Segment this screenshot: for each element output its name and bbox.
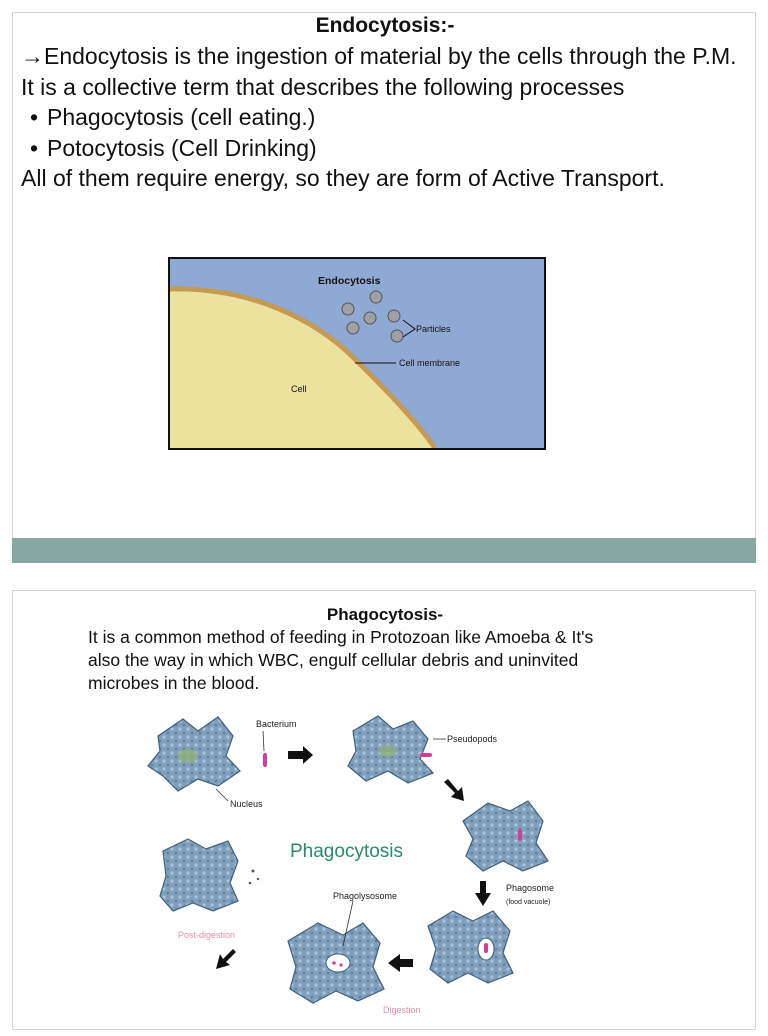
amoeba-stage-post-digestion [160,839,259,911]
bullet-icon: • [29,104,39,130]
bullet-icon: • [29,134,39,161]
arrow-up-left-icon [216,949,236,969]
slide-body [21,41,746,194]
bullet-item [21,102,746,133]
arrow-down-icon [475,881,491,906]
bacterium-icon [420,753,432,757]
slide-footer-band [12,538,756,563]
phagocytosis-description: It is a common method of feeding in Protozoan like Amoeba & It's also the way in which WBC, engulf cellular debris and uninvited microbes in the blood. [88,627,594,693]
endocytosis-diagram [168,257,546,450]
bullet-text: Potocytosis (Cell Drinking) [47,134,317,161]
membrane-label: Cell membrane [399,358,461,368]
food-vacuole-label: (food vacuole) [506,899,551,906]
phagosome-label: Phagosome [506,883,555,893]
amoeba-stage-2 [348,716,433,783]
phagocytosis-cycle-diagram [138,711,578,1031]
particles-label: Particles [416,324,451,334]
phagocytosis-center-label: Phagocytosis [290,841,404,862]
nucleus-label: Nucleus [230,799,263,809]
amoeba-stage-phagolysosome [288,923,384,1003]
bullet-item [21,133,746,164]
energy-text: All of them require energy, so they are form of Active Transport. [21,165,665,191]
amoeba-stage-phagosome [428,911,513,983]
diagram-title: Endocytosis [318,275,381,287]
slide-title: Endocytosis:- [315,14,455,37]
phagolysosome-label: Phagolysosome [333,891,398,901]
bacterium-label: Bacterium [256,719,297,729]
arrow-down-right-icon [444,779,464,801]
amoeba-stage-1 [148,717,240,791]
post-digestion-label: Post-digestion [178,930,236,940]
pseudopods-label: Pseudopods [447,734,498,744]
amoeba-stage-3 [463,801,548,871]
arrow-right-icon [288,746,313,764]
arrow-left-icon [388,954,413,972]
digestion-label: Digestion [383,1005,421,1015]
definition-text: →Endocytosis is the ingestion of material by the cells through the P.M. [21,43,737,69]
bacterium-icon [263,753,267,767]
phagocytosis-slide [12,590,756,1030]
cell-label: Cell [291,384,307,394]
collective-term-text: It is a collective term that describes the following processes [21,73,625,100]
bullet-text: Phagocytosis (cell eating.) [47,104,316,130]
slide-title: Phagocytosis- [326,605,444,624]
slide-body [88,626,608,695]
